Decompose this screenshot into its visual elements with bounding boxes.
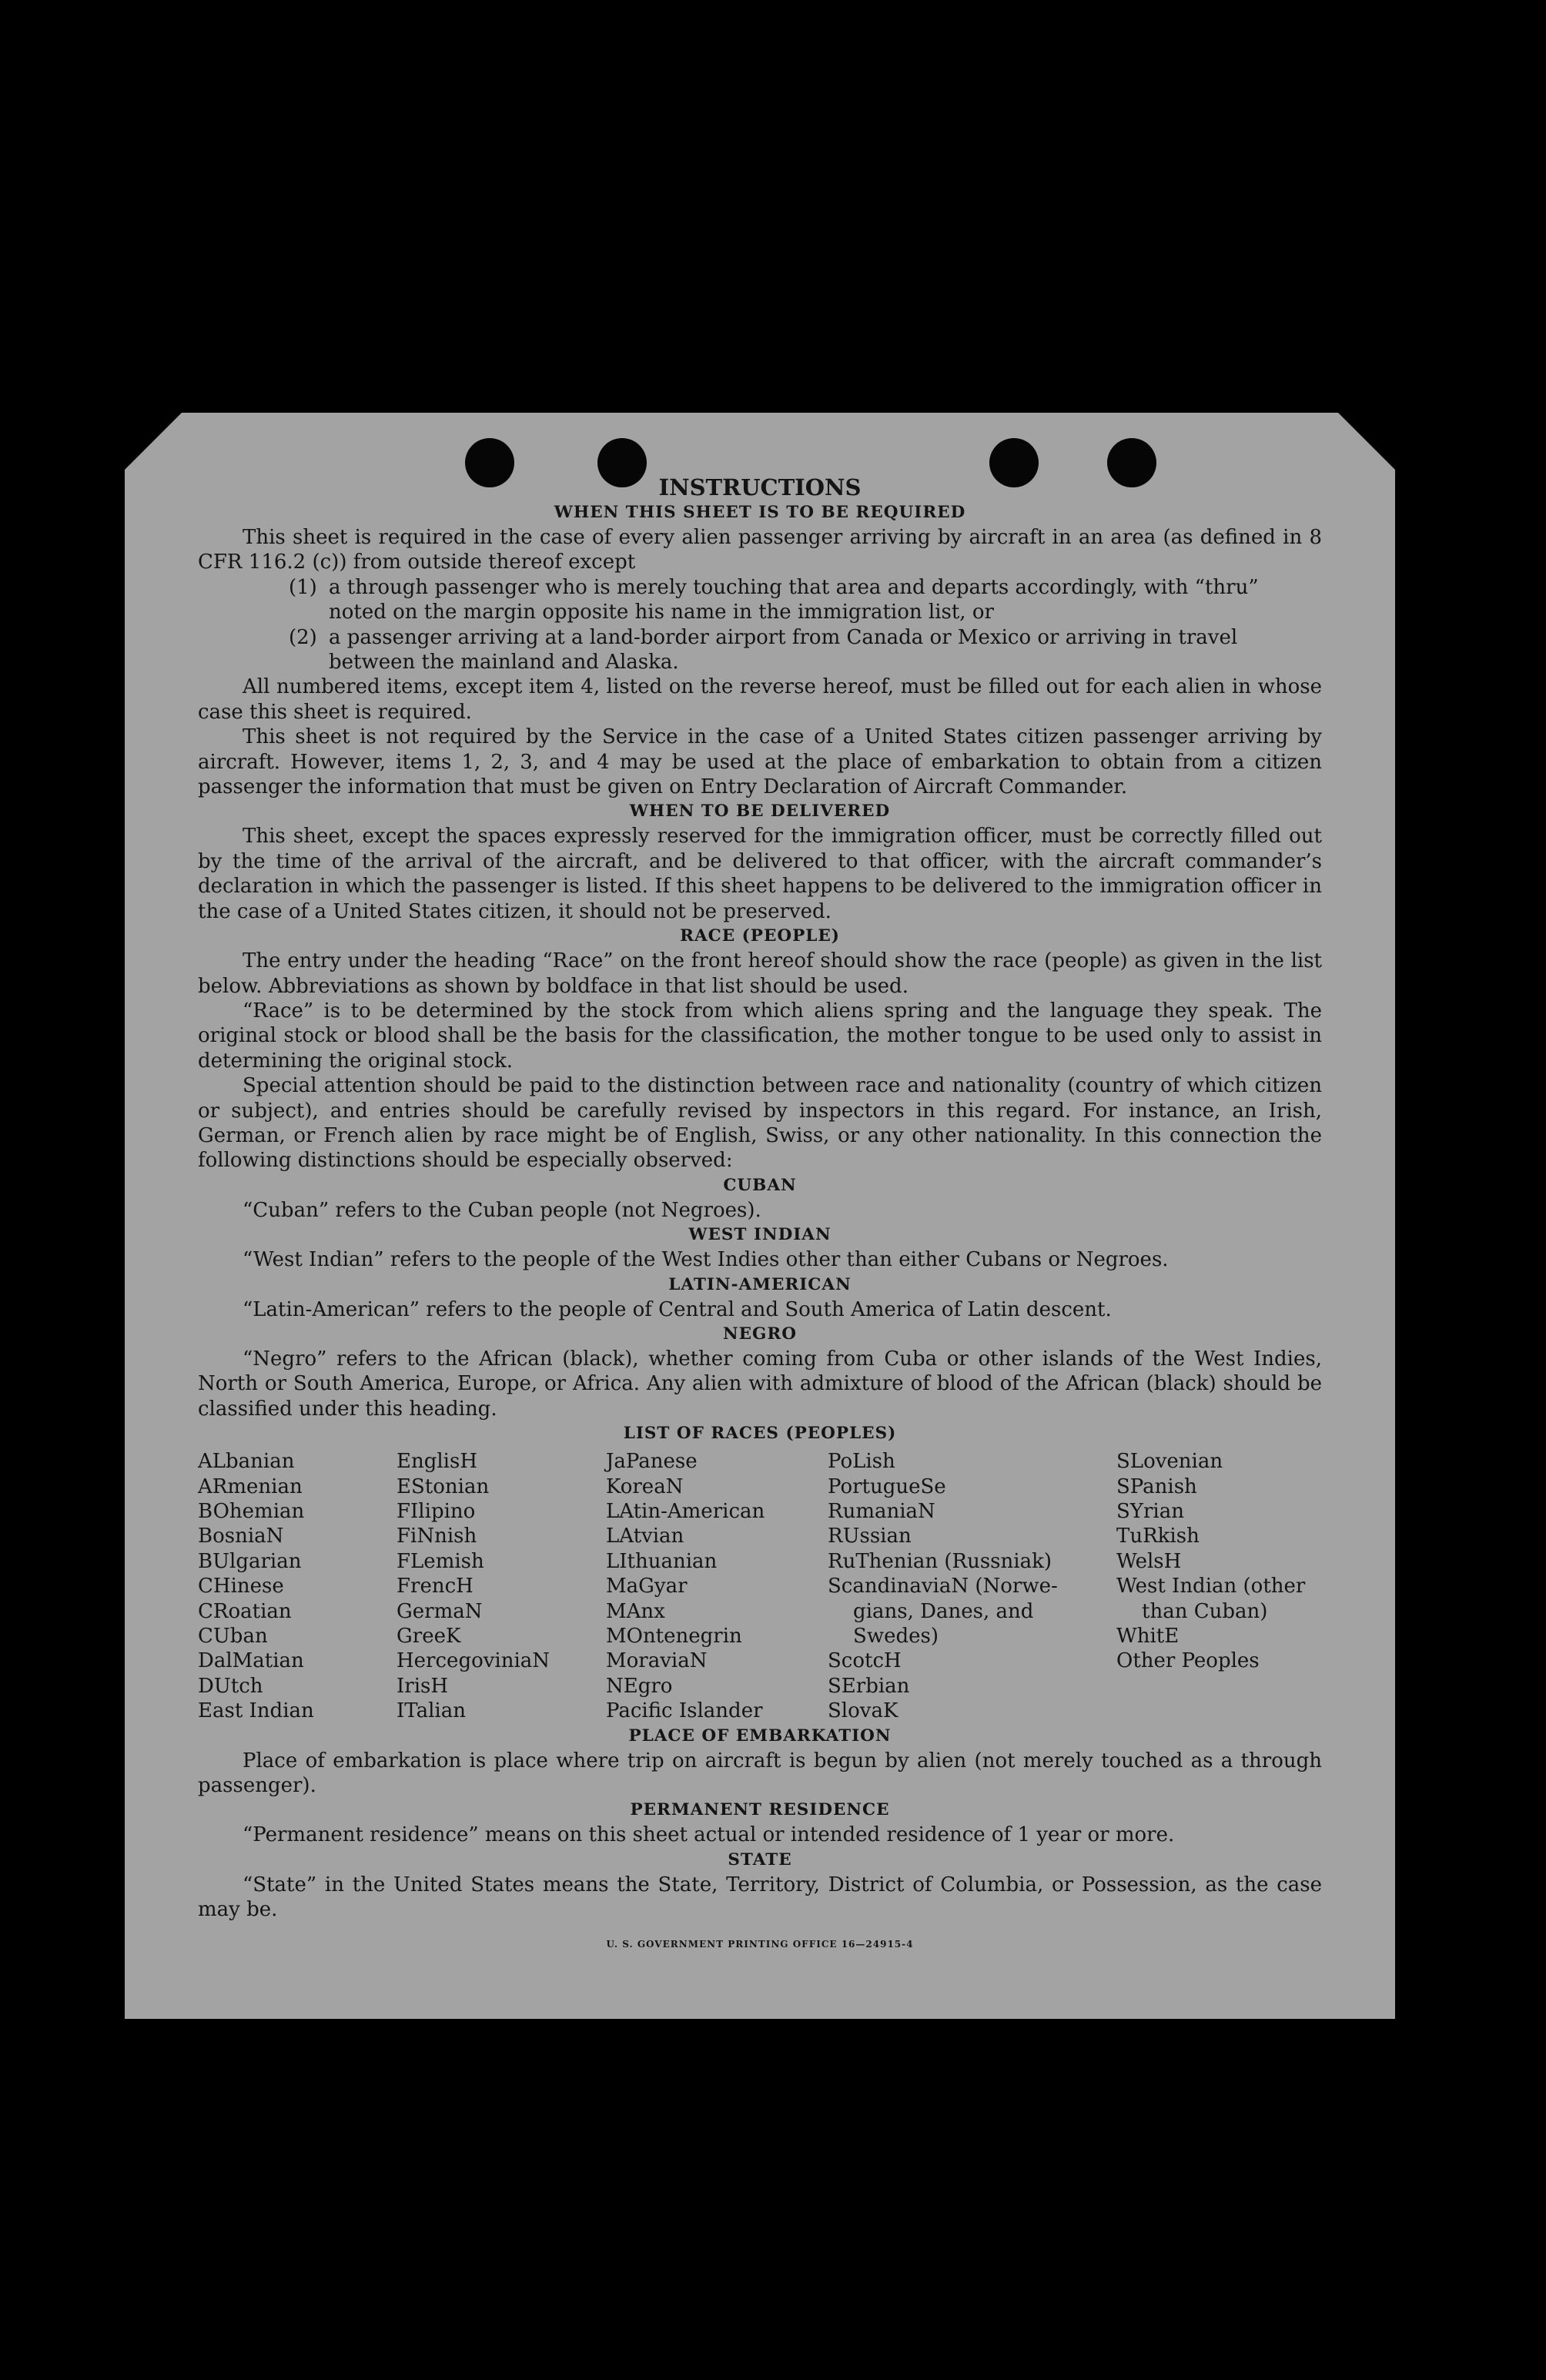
race-list: [198, 1449, 1322, 1723]
section-heading-list-of-races: LIST OF RACES (PEOPLES): [623, 1424, 897, 1444]
race-column: [198, 1449, 397, 1723]
paragraph: This sheet is not required by the Service in the case of a United States citizen passenger arriving by aircraft. However, items 1, 2, 3, and 4 may be used at the place of embarkation to obtain from a citizen passenger the information that must be given on Entry Declaration of Aircraft Commander.: [198, 725, 1322, 799]
paragraph: “Race” is to be determined by the stock from which aliens spring and the language they speak. The original stock or blood shall be the basis for the classification, the mother tongue to be used only to assist in determining the original stock.: [198, 999, 1322, 1073]
item-text: a passenger arriving at a land-border airport from Canada or Mexico or arriving in travel between the mainland and Alaska.: [329, 625, 1238, 675]
paragraph: This sheet is required in the case of every alien passenger arriving by aircraft in an area (as defined in 8 CFR 116.2 (c)) from outside thereof except: [198, 526, 1322, 574]
section-heading-race: RACE (PEOPLE): [680, 926, 840, 946]
paragraph: The entry under the heading “Race” on the front hereof should show the race (people) as given in the list below. Abbreviations as shown by boldface in that list should be used.: [198, 949, 1322, 998]
paragraph: Special attention should be paid to the distinction between race and nationality (country of which citizen or subject), and entries should be carefully revised by inspectors in this regard. For instance, an Irish, German, or French alien by race might be of English, Swiss, or any other nationality. In this connection the following distinctions should be especially observed:: [198, 1074, 1322, 1173]
definition-embarkation: Place of embarkation is place where trip on aircraft is begun by alien (not merely touched as a through passenger).: [198, 1749, 1322, 1798]
race-entry: SlovaK: [828, 1699, 898, 1723]
instruction-sheet: [125, 413, 1395, 2019]
definition-west-indian: “West Indian” refers to the people of the West Indies other than either Cubans or Negroes.: [243, 1248, 1169, 1272]
race-column: [397, 1449, 606, 1723]
race-entry: FiNnish: [397, 1525, 477, 1548]
race-entry: WhitE: [1116, 1625, 1180, 1649]
race-entry: DalMatian: [198, 1649, 304, 1673]
race-entry: FIlipino: [397, 1500, 476, 1523]
race-column: [828, 1449, 1116, 1723]
exception-item: [198, 625, 1322, 675]
race-entry: Other Peoples: [1116, 1649, 1260, 1673]
race-entry: RuThenian (Russniak): [828, 1549, 1052, 1573]
item-number: (2): [289, 625, 317, 649]
race-entry: East Indian: [198, 1699, 314, 1723]
race-entry: IrisH: [397, 1674, 449, 1698]
section-heading-when-required: WHEN THIS SHEET IS TO BE REQUIRED: [554, 503, 966, 522]
instructions-content: [198, 474, 1322, 1957]
race-entry: SErbian: [828, 1674, 910, 1698]
race-entry: FrencH: [397, 1575, 474, 1598]
definition-residence: “Permanent residence” means on this sheet actual or intended residence of 1 year or more.: [243, 1823, 1175, 1847]
race-entry: ITalian: [397, 1699, 466, 1723]
race-column: [606, 1449, 828, 1723]
page-title: INSTRUCTIONS: [658, 474, 862, 500]
race-entry: SPanish: [1116, 1475, 1197, 1498]
exception-item: [198, 575, 1322, 625]
race-entry: GermaN: [397, 1599, 483, 1623]
race-entry: EStonian: [397, 1475, 490, 1498]
definition-state: “State” in the United States means the State, Territory, District of Columbia, or Possession, as the case may be.: [198, 1873, 1322, 1922]
race-entry: BOhemian: [198, 1500, 305, 1523]
race-entry: NEgro: [606, 1674, 673, 1698]
race-entry: FLemish: [397, 1549, 484, 1573]
race-entry: MaGyar: [606, 1575, 688, 1598]
race-entry: LIthuanian: [606, 1549, 718, 1573]
race-entry: CUban: [198, 1625, 268, 1649]
race-entry: DUtch: [198, 1674, 263, 1698]
race-entry: EnglisH: [397, 1450, 478, 1474]
race-entry: CHinese: [198, 1575, 284, 1598]
race-entry: WelsH: [1116, 1549, 1182, 1573]
clipped-corner-right: [1338, 413, 1395, 470]
race-entry: Pacific Islander: [606, 1699, 763, 1723]
race-entry: PoLish: [828, 1450, 895, 1474]
race-entry: gians, Danes, and: [828, 1599, 1034, 1623]
section-heading-residence: PERMANENT RESIDENCE: [630, 1800, 890, 1820]
race-entry: JaPanese: [606, 1450, 698, 1474]
section-heading-negro: NEGRO: [723, 1324, 797, 1344]
race-entry: SYrian: [1116, 1500, 1184, 1523]
race-entry: TuRkish: [1116, 1525, 1200, 1548]
race-entry: Swedes): [828, 1625, 939, 1649]
clipped-corner-left: [125, 413, 182, 470]
race-entry: SLovenian: [1116, 1450, 1223, 1474]
race-entry: ScandinaviaN (Norwe-: [828, 1575, 1058, 1598]
race-entry: CRoatian: [198, 1599, 292, 1623]
race-entry: ALbanian: [198, 1450, 295, 1474]
race-entry: RumaniaN: [828, 1500, 935, 1523]
section-heading-when-delivered: WHEN TO BE DELIVERED: [629, 802, 891, 822]
race-entry: LAtin-American: [606, 1500, 765, 1523]
section-heading-state: STATE: [728, 1849, 792, 1870]
printer-imprint: U. S. GOVERNMENT PRINTING OFFICE 16—24915-4: [606, 1938, 914, 1950]
section-heading-embarkation: PLACE OF EMBARKATION: [628, 1726, 892, 1746]
race-entry: than Cuban): [1116, 1599, 1268, 1623]
race-entry: LAtvian: [606, 1525, 684, 1548]
item-text: a through passenger who is merely touching that area and departs accordingly, with “thru” noted on the margin opposite his name in the immigration list, or: [329, 575, 1259, 624]
race-column: [1116, 1449, 1322, 1723]
race-entry: BosniaN: [198, 1525, 284, 1548]
race-entry: MAnx: [606, 1599, 665, 1623]
race-entry: KoreaN: [606, 1475, 684, 1498]
race-entry: BUlgarian: [198, 1549, 302, 1573]
definition-negro: “Negro” refers to the African (black), whether coming from Cuba or other islands of the West Indies, North or South America, Europe, or Africa. Any alien with admixture of blood of the African (black) should be classified under this heading.: [198, 1347, 1322, 1421]
race-entry: MoraviaN: [606, 1649, 708, 1673]
item-number: (1): [289, 575, 317, 599]
race-entry: West Indian (other: [1116, 1575, 1306, 1598]
race-entry: HercegoviniaN: [397, 1649, 550, 1673]
race-entry: MOntenegrin: [606, 1625, 742, 1649]
race-entry: ScotcH: [828, 1649, 902, 1673]
definition-cuban: “Cuban” refers to the Cuban people (not Negroes).: [243, 1198, 761, 1222]
section-heading-cuban: CUBAN: [723, 1175, 797, 1195]
race-entry: ARmenian: [198, 1475, 303, 1498]
paragraph: This sheet, except the spaces expressly reserved for the immigration officer, must be correctly filled out by the time of the arrival of the aircraft, and be delivered to that officer, with the aircraft commander’s declaration in which the passenger is listed. If this sheet happens to be delivered to the immigration officer in the case of a United States citizen, it should not be preserved.: [198, 825, 1322, 923]
section-heading-west-indian: WEST INDIAN: [688, 1225, 832, 1245]
race-entry: GreeK: [397, 1625, 461, 1649]
section-heading-latin-american: LATIN-AMERICAN: [668, 1274, 852, 1294]
paragraph: All numbered items, except item 4, listed on the reverse hereof, must be filled out for each alien in whose case this sheet is required.: [198, 675, 1322, 724]
race-entry: RUssian: [828, 1525, 912, 1548]
definition-latin-american: “Latin-American” refers to the people of Central and South America of Latin descent.: [243, 1297, 1112, 1321]
race-entry: PortugueSe: [828, 1475, 946, 1498]
